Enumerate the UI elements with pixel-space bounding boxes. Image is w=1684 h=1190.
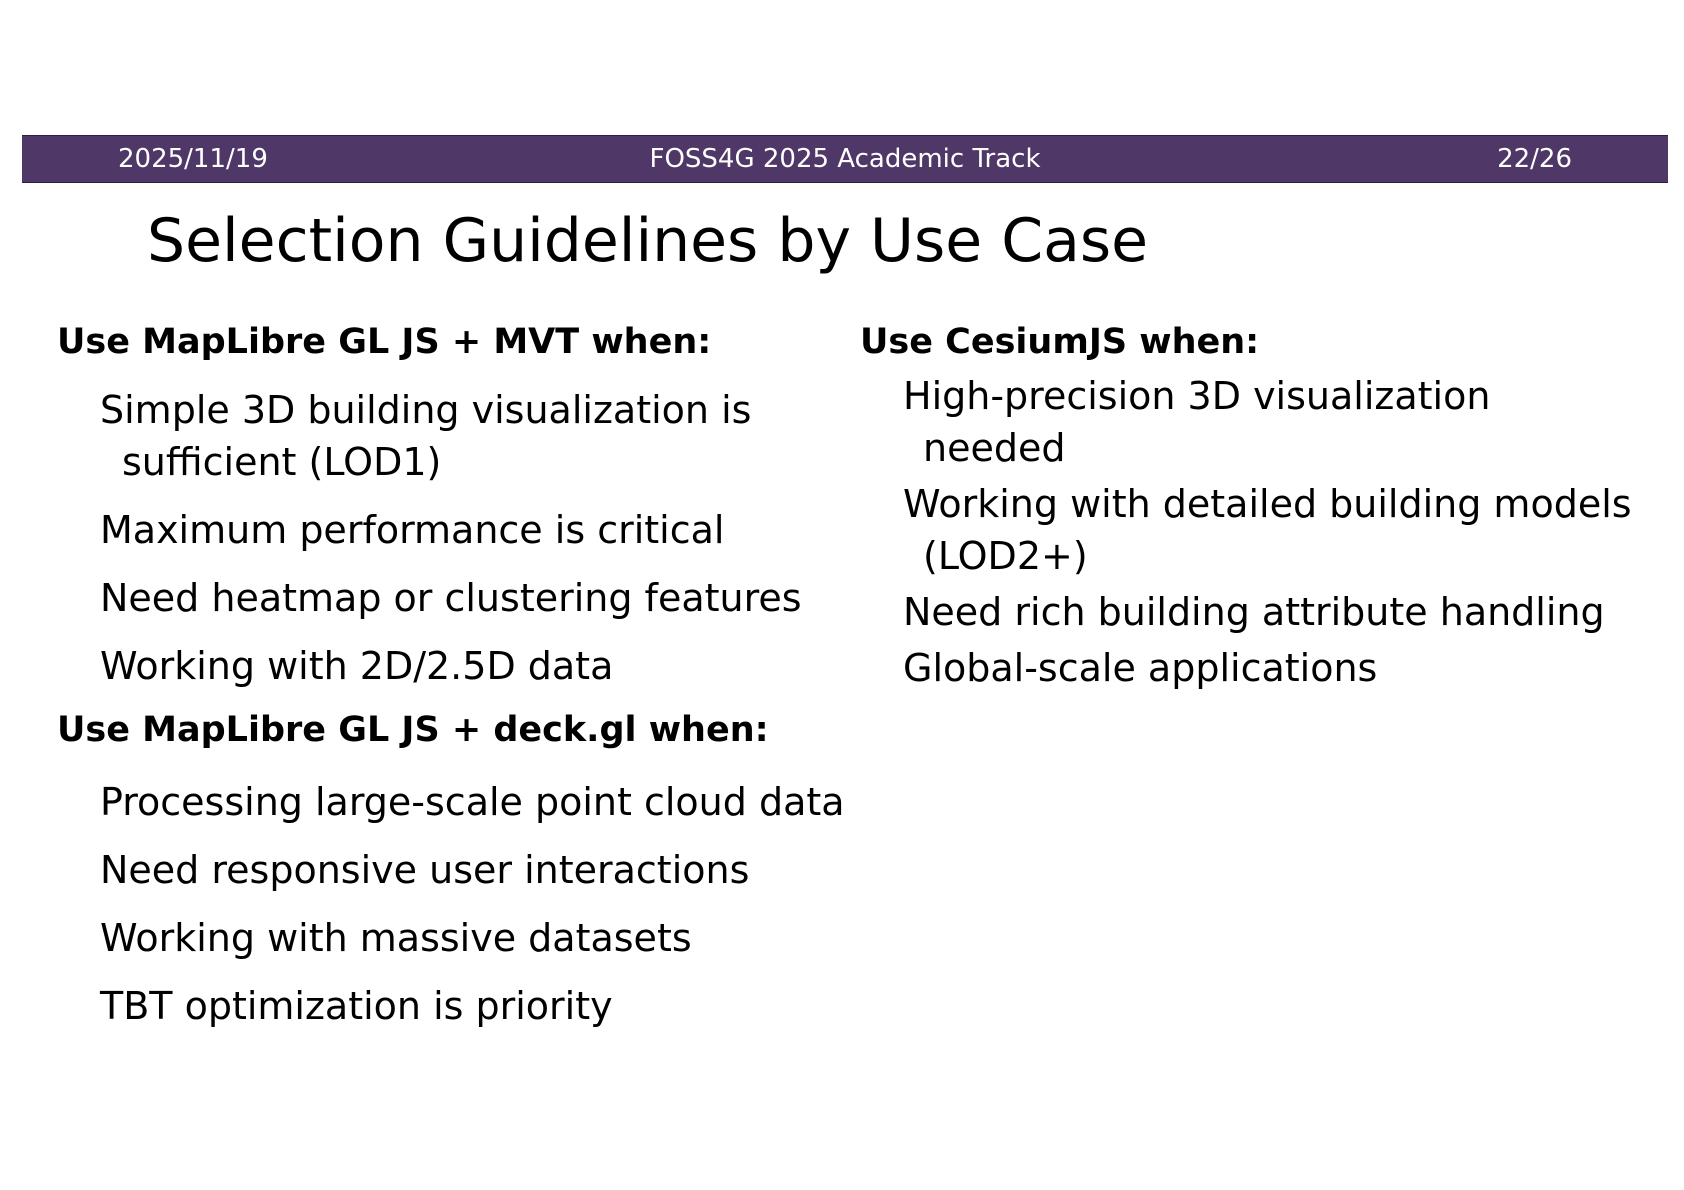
list-item: Global-scale applications xyxy=(903,646,1378,690)
list-item: High-precision 3D visualization needed xyxy=(903,374,1491,470)
section-heading-cesiumjs: Use CesiumJS when: xyxy=(860,322,1260,362)
left-column xyxy=(57,318,857,1032)
list-item: Need heatmap or clustering features xyxy=(100,576,802,620)
list-item: Processing large-scale point cloud data xyxy=(100,780,845,824)
section-heading-maplibre-mvt: Use MapLibre GL JS + MVT when: xyxy=(57,322,712,362)
list-maplibre-mvt xyxy=(57,384,857,692)
right-column xyxy=(860,318,1680,694)
list-item: Working with massive datasets xyxy=(100,916,692,960)
list-cesiumjs xyxy=(860,370,1680,694)
list-item: TBT optimization is priority xyxy=(100,984,613,1028)
list-maplibre-deckgl xyxy=(57,776,857,1032)
list-item: Maximum performance is critical xyxy=(100,508,725,552)
page-title: Selection Guidelines by Use Case xyxy=(147,206,1149,276)
header-bar xyxy=(22,135,1668,183)
list-item: Working with detailed building models (LOD2+) xyxy=(903,482,1632,578)
list-item: Simple 3D building visualization is sufficient (LOD1) xyxy=(100,388,752,484)
list-item: Working with 2D/2.5D data xyxy=(100,644,614,688)
header-page-number: 22/26 xyxy=(1497,144,1572,174)
header-date: 2025/11/19 xyxy=(118,144,268,174)
list-item: Need responsive user interactions xyxy=(100,848,750,892)
list-item: Need rich building attribute handling xyxy=(903,590,1605,634)
header-event-name: FOSS4G 2025 Academic Track xyxy=(649,144,1041,174)
section-heading-maplibre-deckgl: Use MapLibre GL JS + deck.gl when: xyxy=(57,710,769,750)
